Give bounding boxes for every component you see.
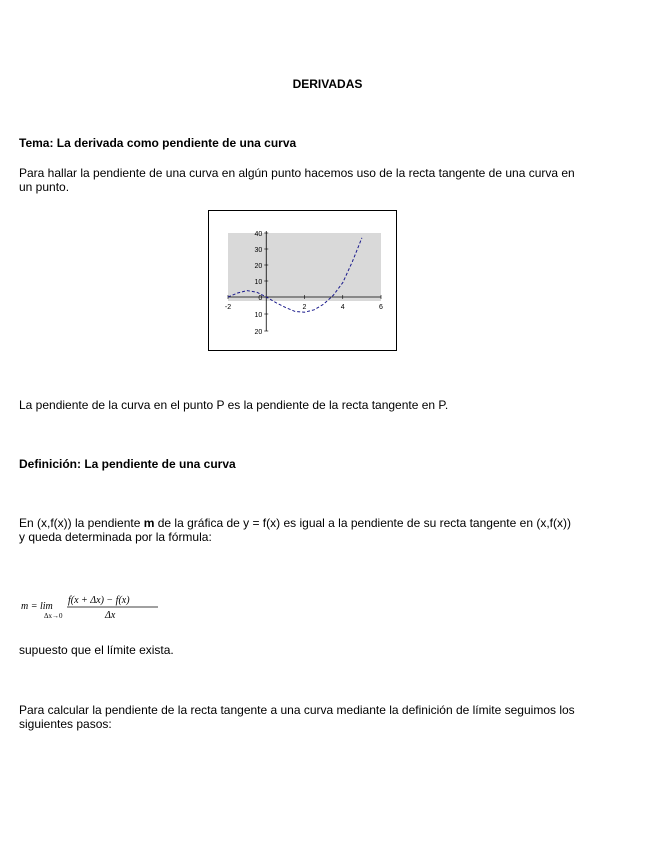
formula-denominator: Δx: [105, 610, 116, 621]
slope-formula: [20, 592, 170, 622]
y-tick-label: 0: [258, 295, 263, 302]
y-tick-label: 30: [254, 247, 263, 254]
definicion-text: [19, 516, 579, 544]
x-tick-label: -2: [224, 304, 232, 311]
function-chart: [208, 210, 397, 351]
page-title: DERIVADAS: [292, 77, 363, 91]
x-tick-label: 4: [340, 304, 345, 311]
x-tick-label: 2: [302, 304, 307, 311]
x-tick-label: 6: [379, 304, 383, 311]
y-tick-label: 40: [254, 231, 263, 238]
y-tick-label: 20: [254, 263, 263, 270]
y-tick-label: 10: [254, 279, 263, 286]
limit-condition: supuesto que el límite exista.: [19, 643, 174, 657]
chart-svg: [209, 211, 396, 350]
definicion-text-after: de la gráfica de y = f(x) es igual a la pendiente de su recta tangente en (x,f(x)) y queda determinada por la fórmula:: [19, 516, 571, 544]
pasos-intro: Para calcular la pendiente de la recta tangente a una curva mediante la definición de límite seguimos los siguientes pasos:: [19, 703, 575, 731]
y-tick-label: 10: [254, 312, 263, 319]
plot-area: [228, 233, 381, 301]
formula-numerator: f(x + Δx) − f(x): [68, 595, 130, 606]
tema-heading: Tema: La derivada como pendiente de una curva: [19, 136, 297, 150]
slope-symbol: m: [143, 516, 155, 530]
formula-svg: [20, 592, 170, 622]
definicion-text-before: En (x,f(x)) la pendiente: [19, 516, 144, 530]
tema-intro: Para hallar la pendiente de una curva en algún punto hacemos uso de la recta tangente de una curva en un punto.: [19, 166, 575, 194]
y-tick-label: 20: [254, 329, 263, 336]
formula-lhs: m = lim: [21, 601, 53, 612]
formula-limit-sub: Δx→0: [44, 612, 63, 620]
tangent-statement: La pendiente de la curva en el punto P es la pendiente de la recta tangente en P.: [19, 398, 449, 412]
definicion-heading: Definición: La pendiente de una curva: [19, 457, 236, 471]
